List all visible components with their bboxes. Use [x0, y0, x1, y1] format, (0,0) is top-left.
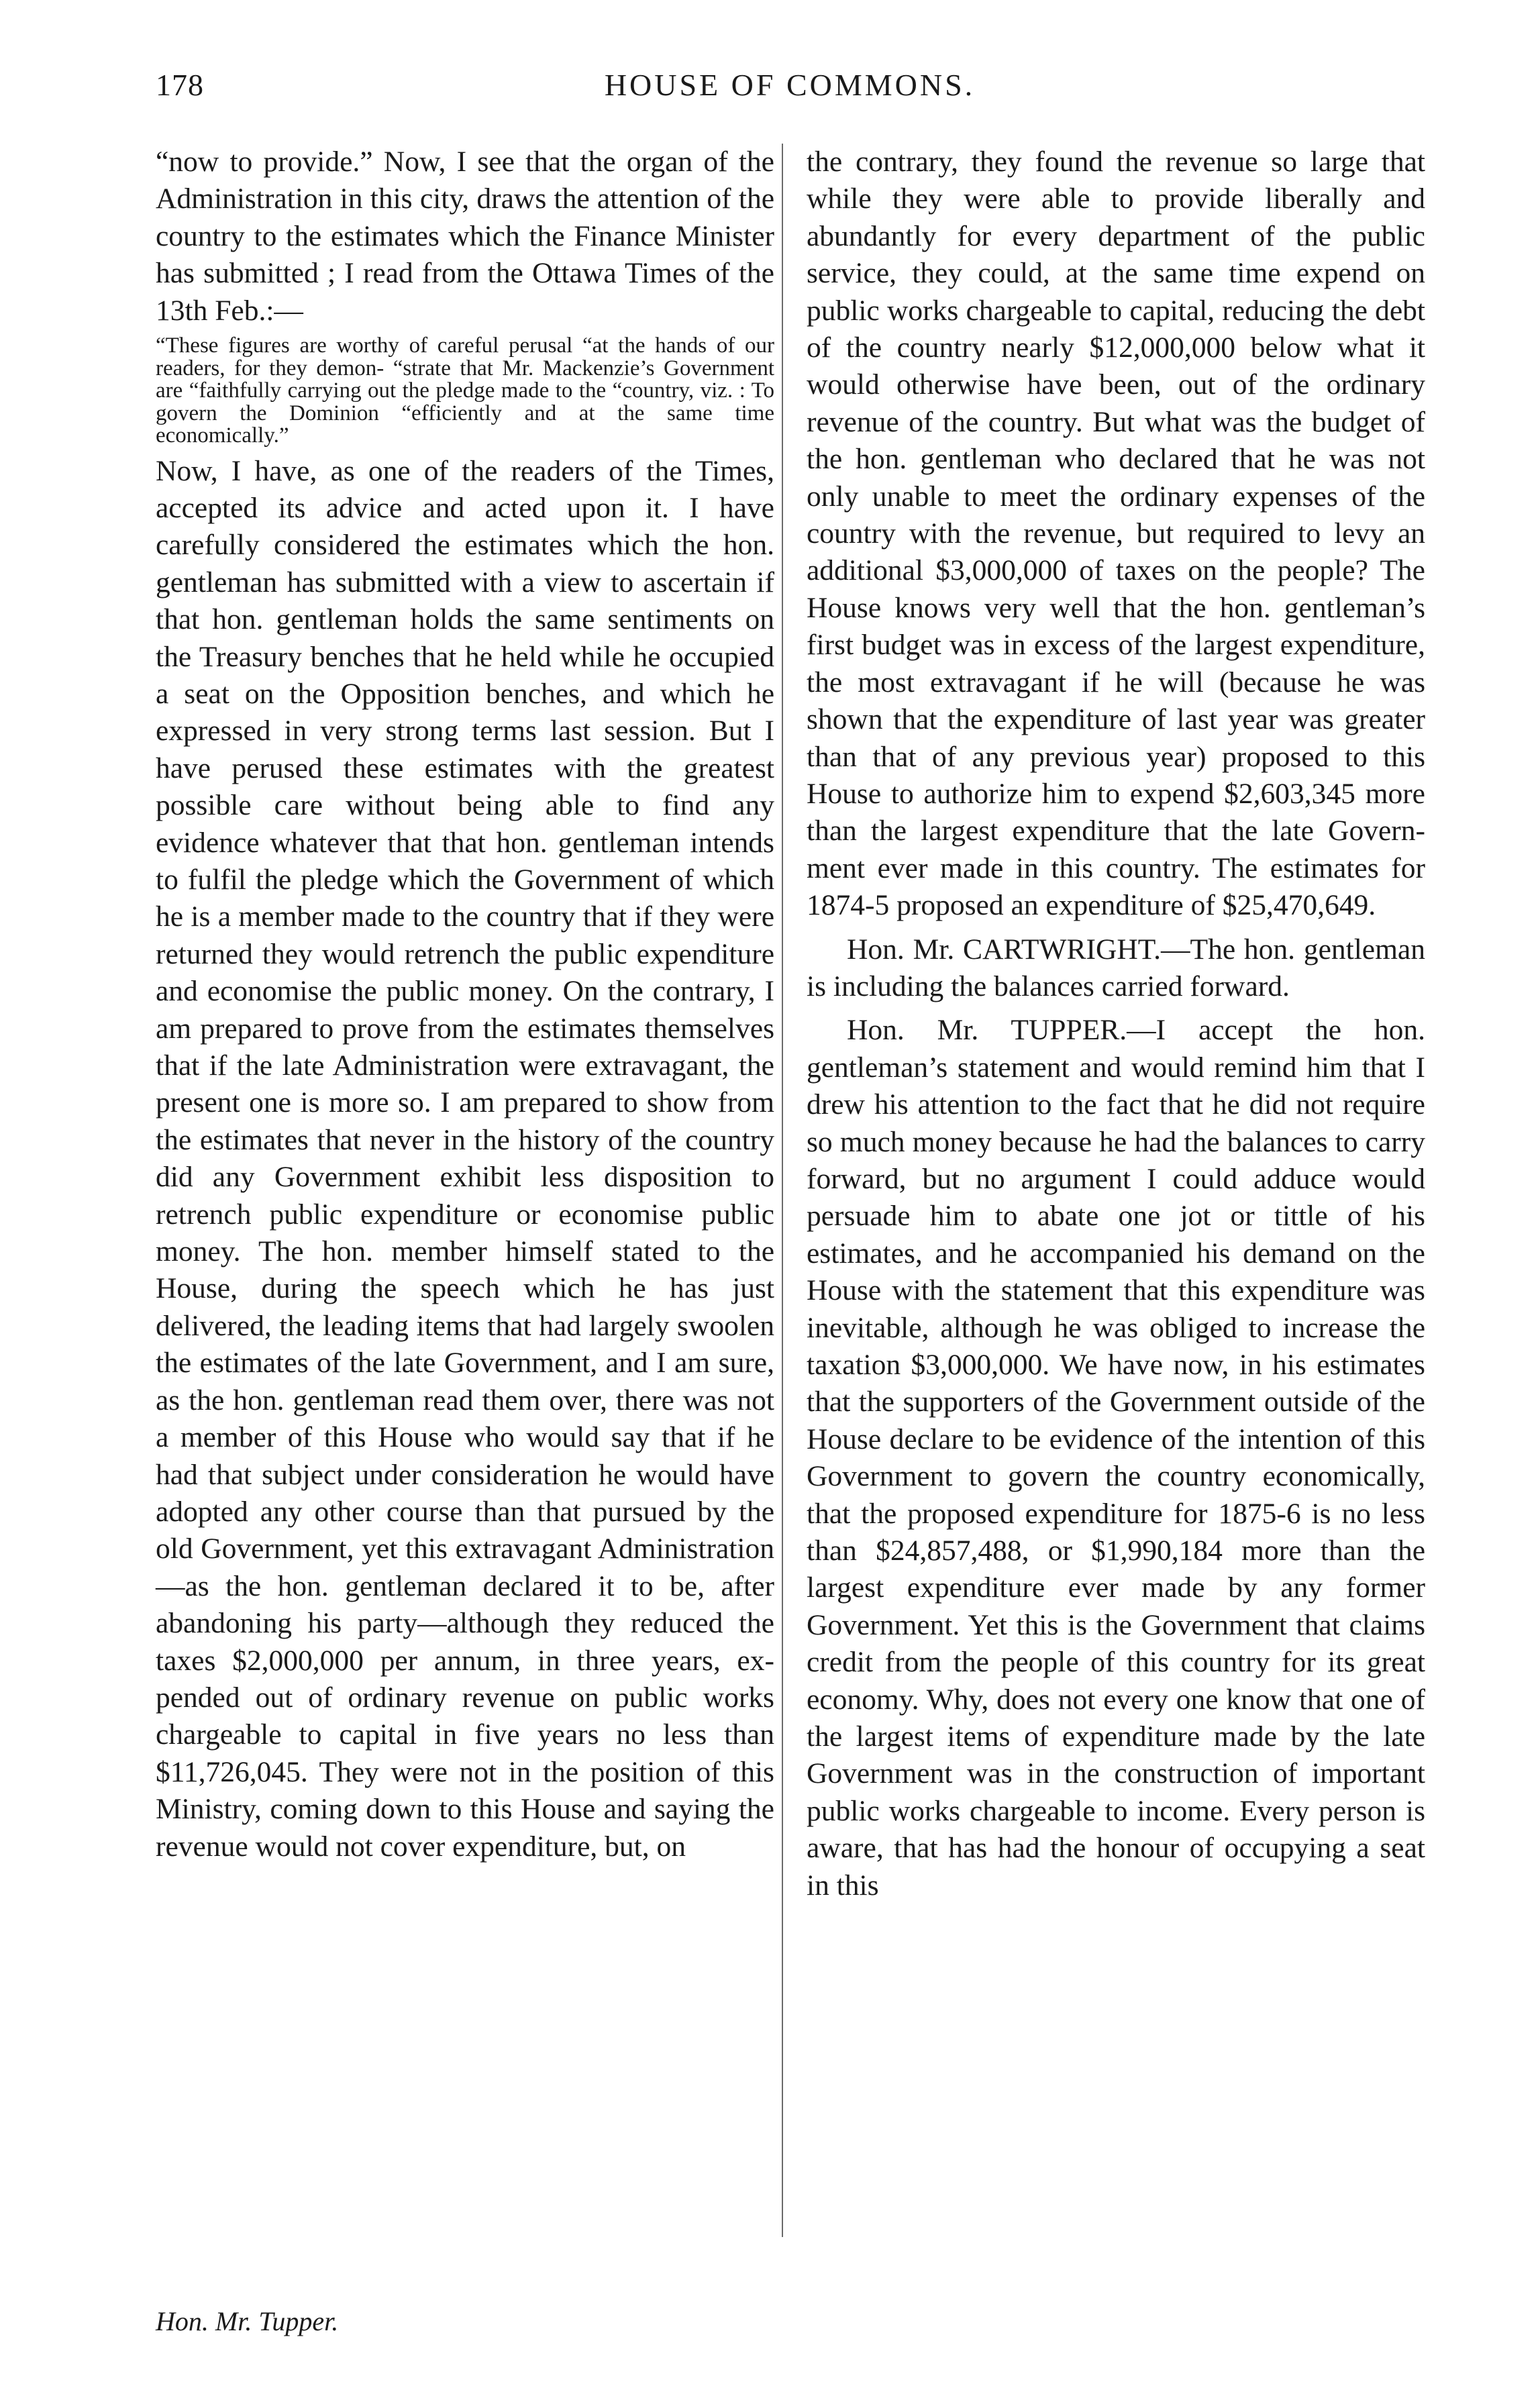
left-paragraph-1: “now to provide.” Now, I see that the organ of the Administration in this city, draws the attention of the country to the estimates which the Finance Minister has submitted ; I read from the Ottawa Times of the 13th Feb.:— — [156, 146, 774, 327]
tupper-reply: Hon. Mr. TUPPER.—I accept the hon. gentleman’s statement and would remind him that I drew his attention to the fact that he did not require so much money because he had the balances to carry forward, but no argument I could adduce would persuade him to abate one jot or tittle of his estimates, and he accompanied his demand on the House with the statement that this expenditure was inevitable, although he was obliged to increase the taxation $3,000,000. We have now, in his estimates that the supporters of the Government outside of the House declare to be evidence of the intention of this Government to govern the country economically, that the proposed expenditure for 1875-6 is no less than $24,857,488, or $1,990,184 more than the largest expenditure ever made by any former Government. Yet this is the Government that claims credit from the people of this country for its great economy. Why, does not every one know that one of the largest items of expenditure made by the late Government was in the construction of important public works chargeable to income. Every person is aware, that has had the honour of occupying a seat in this — [807, 1014, 1425, 1902]
times-quotation: “These figures are worthy of careful perusal “at the hands of our readers, for they demon- “strate that Mr. Mackenzie’s Government are “faithfully carrying out the pledge made to the “country, viz. : To govern the Dominion “efficiently and at the same time economically.” — [156, 333, 774, 448]
left-column — [156, 144, 774, 1865]
cartwright-interjection: Hon. Mr. CARTWRIGHT.—The hon. gentleman is including the balances carried forward. — [807, 933, 1425, 1002]
speaker-footer: Hon. Mr. Tupper. — [156, 2306, 339, 2336]
left-paragraph-2: Now, I have, as one of the readers of the Times, accepted its advice and acted upon it. I have carefully considered the estimates which the hon. gentleman has submitted with a view to ascertain if that hon. gentleman holds the same sentiments on the Treasury benches that he held while he occupied a seat on the Opposition benches, and which he expressed in very strong terms last session. But I have perused these estimates with the greatest possible care without being able to find any evidence whatever that that hon. gentleman intends to fulfil the pledge which the Government of which he is a member made to the country that if they were returned they would retrench the public expenditure and economise the public money. On the contrary, I am prepared to prove from the estimates themselves that if the late Administration were extravagant, the present one is more so. I am prepared to show from the estimates that never in the history of the country did any Government exhibit less disposition to retrench public expenditure or economise public money. The hon. member himself stated to the House, during the speech which he has just delivered, the leading items that had largely swoolen the estimates of the late Government, and I am sure, as the hon. gentleman read them over, there was not a member of this House who would say that if he had that subject under consideration he would have adopted any other course than that pursued by the old Government, yet this extravagant Administration—as the hon. gentleman declared it to be, after abandoning his party—although they reduced the taxes $2,000,000 per annum, in three years, expended out of ordinary revenue on public works chargeable to capital in five years no less than $11,726,045. They were not in the position of this Ministry, coming down to this House and saying the revenue would not cover expenditure, but, on — [156, 454, 774, 1863]
right-column — [807, 144, 1425, 1904]
page-number: 178 — [156, 68, 204, 102]
right-paragraph-1: the contrary, they found the revenue so large that while they were able to provide liberally and abundantly for every department of the public service, they could, at the same time expend on public works chargeable to capital, reducing the debt of the country nearly $12,000,000 below what it would otherwise have been, out of the ordinary revenue of the country. But what was the budget of the hon. gentleman who declared that he was not only unable to meet the ordinary expenses of the country with the revenue, but required to levy an additional $3,000,000 of taxes on the people? The House knows very well that the hon. gentleman’s first budget was in excess of the largest expenditure, the most extravagant if he will (because he was shown that the expenditure of last year was greater than that of any previous year) proposed to this House to authorize him to expend $2,603,345 more than the largest expenditure that the late Government ever made in this country. The estimates for 1874-5 proposed an expenditure of $25,470,649. — [807, 146, 1425, 922]
page-header — [156, 67, 1424, 121]
running-head-title: HOUSE OF COMMONS. — [604, 68, 976, 102]
column-divider — [782, 144, 783, 2237]
